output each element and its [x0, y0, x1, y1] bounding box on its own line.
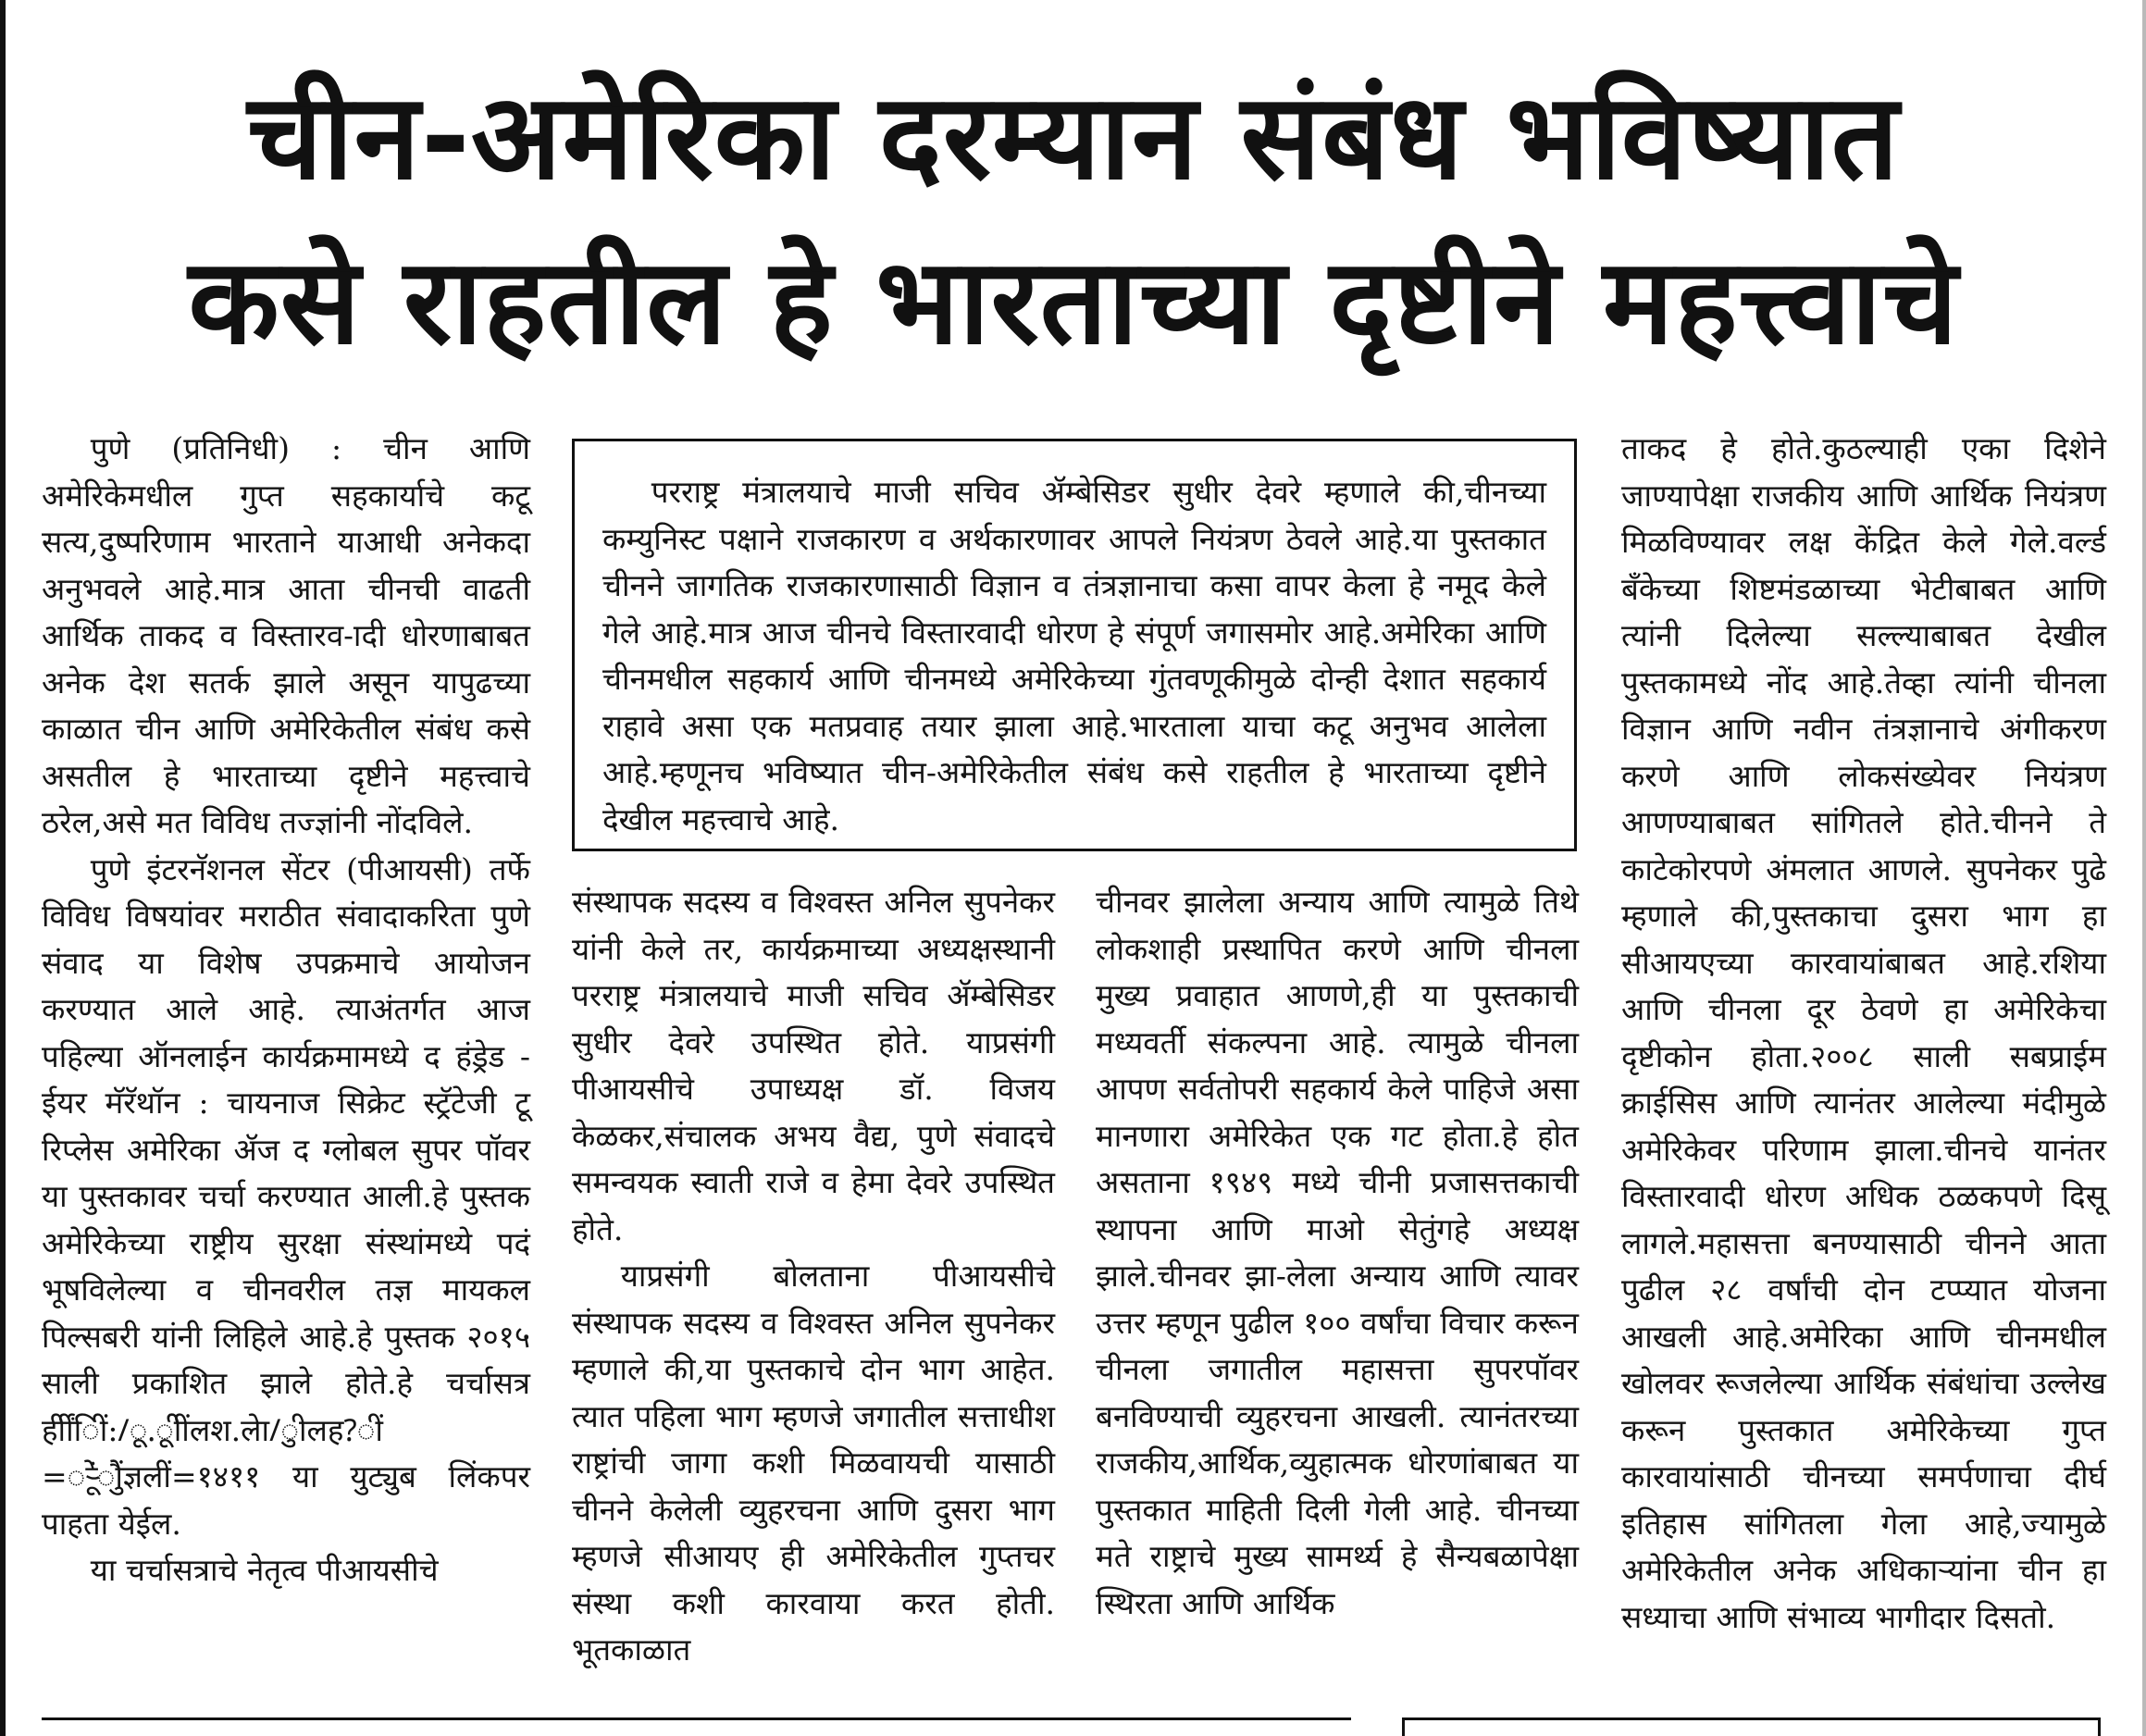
page-left-border	[0, 0, 6, 1736]
column-1-paragraph-2: पुणे इंटरनॅशनल सेंटर (पीआयसी) तर्फे विविध विषयांवर मराठीत संवादाकरिता पुणे संवाद या विशेष उपक्रमाचे आयोजन करण्यात आले आहे. त्याअंतर्गत आज पहिल्या ऑनलाईन कार्यक्रमामध्ये द हंड्रेड - ईयर मॅरॅथॉन : चायनाज सिक्रेट स्ट्रॅटेजी टू रिप्लेस अमेरिका ॲज द ग्लोबल सुपर पॉवर या पुस्तकावर चर्चा करण्यात आली.हे पुस्तक अमेरिकेच्या राष्ट्रीय सुरक्षा संस्थांमध्ये पदं भूषविलेल्या व चीनवरील तज्ञ मायकल पिल्सबरी यांनी लिहिले आहे.हे पुस्तक २०१५ साली प्रकाशित झाले होते.हे चर्चासत्र र्हीींिीं:/ू.ूीेींलश.लेा/ुीलह?ीं=र्‍ेूंौुेंज्ञलीं=१४११ या युट्युब लिंकपर पाहता येईल.	[42, 850, 530, 1542]
headline-line-2: कसे राहतील हे भारताच्या दृष्टीने महत्त्वाचे	[188, 233, 1959, 371]
column-2-paragraph-1: संस्थापक सदस्य व विश्वस्त अनिल सुपनेकर यांनी केले तर, कार्यक्रमाच्या अध्यक्षस्थानी परराष्ट्र मंत्रालयाचे माजी सचिव ॲम्बेसिडर सुधीर देवरे उपस्थित होते. याप्रसंगी पीआयसीचे उपाध्यक्ष डॉ. विजय केळकर,संचालक अभय वैद्य, पुणे संवादचे समन्वयक स्वाती राजे व हेमा देवरे उपस्थित होते.	[572, 884, 1055, 1247]
article-column-1	[42, 426, 530, 1594]
highlight-box-text	[602, 469, 1546, 843]
article-column-2	[572, 879, 1055, 1674]
highlight-box	[572, 439, 1577, 851]
column-1-paragraph-1: पुणे (प्रतिनिधी) : चीन आणि अमेरिकेमधील गुप्त सहकार्याचे कटू सत्य,दुष्परिणाम भारताने याआधी अनेकदा अनुभवले आहे.मात्र आता चीनची वाढती आर्थिक ताकद व विस्तारव-ादी धोरणाबाबत अनेक देश सतर्क झाले असून यापुढच्या काळात चीन आणि अमेरिकेतील संबंध कसे असतील हे भारताच्या दृष्टीने महत्त्वाचे ठरेल,असे मत विविध तज्ज्ञांनी नोंदविले.	[42, 430, 530, 840]
headline-line-1: चीन-अमेरिका दरम्यान संबंध भविष्यात	[247, 68, 1900, 206]
headline	[37, 56, 2110, 385]
column-3-paragraph-1: चीनवर झालेला अन्याय आणि त्यामुळे तिथे लोकशाही प्रस्थापित करणे आणि चीनला मुख्य प्रवाहात आणणे,ही या पुस्तकाची मध्यवर्ती संकल्पना आहे. त्यामुळे चीनला आपण सर्वतोपरी सहकार्य केले पाहिजे असा मानणारा अमेरिकेत एक गट होता.हे होत असताना १९४९ मध्ये चीनी प्रजासत्तकाची स्थापना आणि माओ सेतुंगहे अध्यक्ष झाले.चीनवर झा-लेला अन्याय आणि त्यावर उत्तर म्हणून पुढील १०० वर्षांचा विचार करून चीनला जगातील महासत्ता सुपरपॉवर बनविण्याची व्युहरचना आखली. त्यानंतरच्या राजकीय,आर्थिक,व्युहात्मक धोरणांबाबत या पुस्तकात माहिती दिली गेली आहे. चीनच्या मते राष्ट्राचे मुख्य सामर्थ्य हे सैन्यबळापेक्षा स्थिरता आणि आर्थिक	[1096, 884, 1579, 1621]
article-column-4	[1621, 426, 2106, 1641]
highlight-box-paragraph: परराष्ट्र मंत्रालयाचे माजी सचिव ॲम्बेसिडर सुधीर देवरे म्हणाले की,चीनच्या कम्युनिस्ट पक्षाने राजकारण व अर्थकारणावर आपले नियंत्रण ठेवले आहे.या पुस्तकात चीनने जागतिक राजकारणासाठी विज्ञान व तंत्रज्ञानाचा कसा वापर केला हे नमूद केले गेले आहे.मात्र आज चीनचे विस्तारवादी धोरण हे संपूर्ण जगासमोर आहे.अमेरिका आणि चीनमधील सहकार्य आणि चीनमध्ये अमेरिकेच्या गुंतवणूकीमुळे दोन्ही देशात सहकार्य राहावे असा एक मतप्रवाह तयार झाला आहे.भारताला याचा कटू अनुभव आलेला आहे.म्हणूनच भविष्यात चीन-अमेरिकेतील संबंध कसे राहतील हे भारताच्या दृष्टीने देखील महत्त्वाचे आहे.	[602, 474, 1546, 837]
column-4-paragraph-1: ताकद हे होते.कुठल्याही एका दिशेने जाण्यापेक्षा राजकीय आणि आर्थिक नियंत्रण मिळविण्यावर लक्ष केंद्रित केले गेले.वर्ल्ड बँकेच्या शिष्टमंडळाच्या भेटीबाबत आणि त्यांनी दिलेल्या सल्ल्याबाबत देखील पुस्तकामध्ये नोंद आहे.तेव्हा त्यांनी चीनला विज्ञान आणि नवीन तंत्रज्ञानाचे अंगीकरण करणे आणि लोकसंख्येवर नियंत्रण आणण्याबाबत सांगितले होते.चीनने ते काटेकोरपणे अंमलात आणले. सुपनेकर पुढे म्हणाले की,पुस्तकाचा दुसरा भाग हा सीआयएच्या कारवायांबाबत आहे.रशिया आणि चीनला दूर ठेवणे हा अमेरिकेचा दृष्टीकोन होता.२००८ साली सबप्राईम क्राईसिस आणि त्यानंतर आलेल्या मंदीमुळे अमेरिकेवर परिणाम झाला.चीनचे यानंतर विस्तारवादी धोरण अधिक ठळकपणे दिसू लागले.महासत्ता बनण्यासाठी चीनने आता पुढील २८ वर्षांची दोन टप्प्यात योजना आखली आहे.अमेरिका आणि चीनमधील खोलवर रूजलेल्या आर्थिक संबंधांचा उल्लेख करून पुस्तकात अमेरिकेच्या गुप्त कारवायांसाठी चीनच्या समर्पणाचा दीर्घ इतिहास सांगितला गेला आहे,ज्यामुळे अमेरिकेतील अनेक अधिकार्‍यांना चीन हा सध्याचा आणि संभाव्य भागीदार दिसतो.	[1621, 430, 2106, 1635]
bottom-rule-right	[1402, 1717, 2101, 1720]
bottom-rule-left	[42, 1717, 1351, 1720]
column-1-paragraph-3: या चर्चासत्राचे नेतृत्व पीआयसीचे	[90, 1552, 439, 1588]
page-right-edge	[2142, 0, 2146, 1736]
bottom-box-edge-right	[2098, 1717, 2101, 1736]
column-2-paragraph-2: याप्रसंगी बोलताना पीआयसीचे संस्थापक सदस्य व विश्वस्त अनिल सुपनेकर म्हणाले की,या पुस्तकाचे दोन भाग आहेत. त्यात पहिला भाग म्हणजे जगातील सत्ताधीश राष्ट्रांची जागा कशी मिळवायची यासाठी चीनने केलेली व्युहरचना आणि दुसरा भाग म्हणजे सीआयए ही अमेरिकेतील गुप्तचर संस्था कशी कारवाया करत होती. भूतकाळात	[572, 1258, 1055, 1668]
article-column-3	[1096, 879, 1579, 1627]
bottom-box-edge-left	[1402, 1717, 1405, 1736]
